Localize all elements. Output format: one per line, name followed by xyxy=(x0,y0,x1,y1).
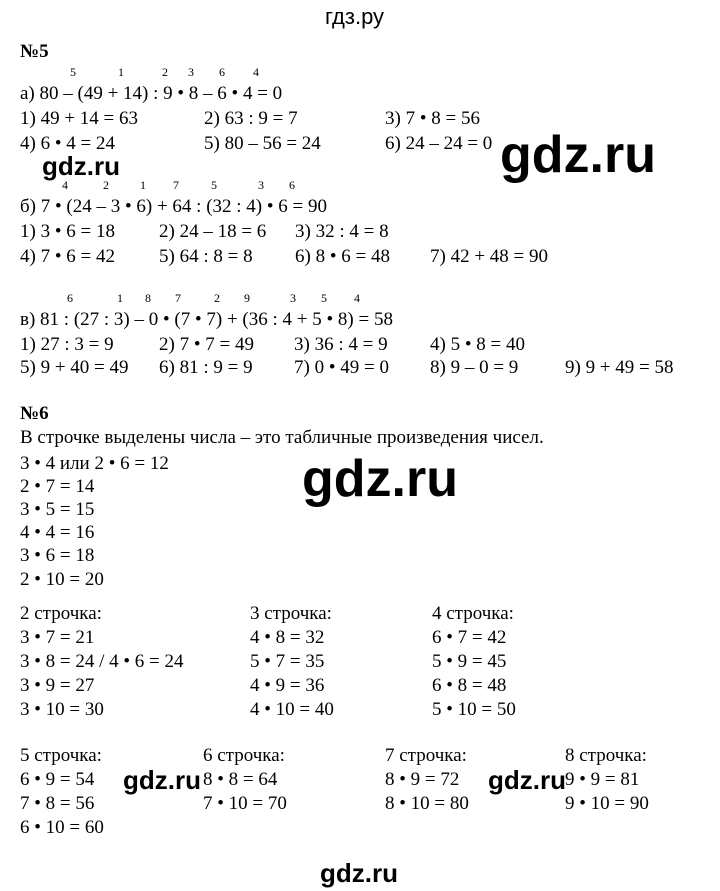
step: 4) 6 • 4 = 24 xyxy=(20,133,115,154)
task6-intro: В строчке выделены числа – это табличные произведения чисел. xyxy=(20,427,544,448)
product-line: 8 • 8 = 64 xyxy=(203,769,278,790)
order-number: 7 xyxy=(175,291,181,305)
step: 3) 7 • 8 = 56 xyxy=(385,108,480,129)
product-line: 3 • 4 или 2 • 6 = 12 xyxy=(20,453,169,474)
group-title: 2 строчка: xyxy=(20,603,102,624)
step: 7) 0 • 49 = 0 xyxy=(294,357,389,378)
group-title: 4 строчка: xyxy=(432,603,514,624)
step: 4) 5 • 8 = 40 xyxy=(430,334,525,355)
order-number: 4 xyxy=(62,178,68,192)
order-number: 9 xyxy=(244,291,250,305)
step: 9) 9 + 49 = 58 xyxy=(565,357,674,378)
product-line: 5 • 10 = 50 xyxy=(432,699,516,720)
order-number: 5 xyxy=(321,291,327,305)
product-line: 5 • 9 = 45 xyxy=(432,651,507,672)
watermark: gdz.ru xyxy=(320,858,398,888)
product-line: 5 • 7 = 35 xyxy=(250,651,325,672)
watermark: gdz.ru xyxy=(302,450,458,508)
order-number: 5 xyxy=(70,65,76,79)
step: 7) 42 + 48 = 90 xyxy=(430,246,549,267)
step: 5) 80 – 56 = 24 xyxy=(204,133,321,154)
order-number: 3 xyxy=(290,291,296,305)
step: 2) 7 • 7 = 49 xyxy=(159,334,254,355)
step: 8) 9 – 0 = 9 xyxy=(430,357,519,378)
product-line: 8 • 9 = 72 xyxy=(385,769,460,790)
product-line: 4 • 10 = 40 xyxy=(250,699,334,720)
task6-title: №6 xyxy=(20,403,49,424)
step: 5) 9 + 40 = 49 xyxy=(20,357,129,378)
step: 1) 27 : 3 = 9 xyxy=(20,334,114,355)
order-number: 6 xyxy=(289,178,295,192)
order-number: 7 xyxy=(173,178,179,192)
step: 6) 24 – 24 = 0 xyxy=(385,133,493,154)
product-line: 8 • 10 = 80 xyxy=(385,793,469,814)
watermark: gdz.ru xyxy=(488,765,566,795)
group-title: 7 строчка: xyxy=(385,745,467,766)
step: 2) 24 – 18 = 6 xyxy=(159,221,267,242)
step: 4) 7 • 6 = 42 xyxy=(20,246,115,267)
order-number: 6 xyxy=(219,65,225,79)
product-line: 6 • 8 = 48 xyxy=(432,675,507,696)
expression-b: б) 7 • (24 – 3 • 6) + 64 : (32 : 4) • 6 = 90 xyxy=(20,196,327,217)
product-line: 7 • 10 = 70 xyxy=(203,793,287,814)
site-header: гдз.ру xyxy=(325,4,385,29)
order-number: 4 xyxy=(253,65,259,79)
step: 6) 81 : 9 = 9 xyxy=(159,357,253,378)
task5-title: №5 xyxy=(20,41,49,62)
group-title: 3 строчка: xyxy=(250,603,332,624)
product-line: 2 • 10 = 20 xyxy=(20,569,104,590)
step: 1) 49 + 14 = 63 xyxy=(20,108,139,129)
step: 5) 64 : 8 = 8 xyxy=(159,246,253,267)
order-number: 3 xyxy=(258,178,264,192)
watermark: gdz.ru xyxy=(500,126,656,184)
order-number: 2 xyxy=(103,178,109,192)
step: 6) 8 • 6 = 48 xyxy=(295,246,390,267)
watermark: gdz.ru xyxy=(42,151,120,181)
product-line: 4 • 8 = 32 xyxy=(250,627,325,648)
step: 3) 32 : 4 = 8 xyxy=(295,221,389,242)
group-title: 5 строчка: xyxy=(20,745,102,766)
product-line: 6 • 10 = 60 xyxy=(20,817,104,838)
product-line: 9 • 9 = 81 xyxy=(565,769,640,790)
product-line: 3 • 10 = 30 xyxy=(20,699,104,720)
product-line: 4 • 9 = 36 xyxy=(250,675,325,696)
order-number: 4 xyxy=(354,291,360,305)
order-number: 3 xyxy=(188,65,194,79)
order-number: 8 xyxy=(145,291,151,305)
order-number: 6 xyxy=(67,291,73,305)
order-number: 2 xyxy=(162,65,168,79)
step: 3) 36 : 4 = 9 xyxy=(294,334,388,355)
product-line: 7 • 8 = 56 xyxy=(20,793,95,814)
product-line: 6 • 9 = 54 xyxy=(20,769,95,790)
watermark: gdz.ru xyxy=(123,765,201,795)
step: 2) 63 : 9 = 7 xyxy=(204,108,298,129)
product-line: 3 • 5 = 15 xyxy=(20,499,95,520)
group-title: 8 строчка: xyxy=(565,745,647,766)
order-number: 5 xyxy=(211,178,217,192)
order-number: 1 xyxy=(117,291,123,305)
expression-v: в) 81 : (27 : 3) – 0 • (7 • 7) + (36 : 4 + 5 • 8) = 58 xyxy=(20,309,393,330)
product-line: 3 • 6 = 18 xyxy=(20,545,95,566)
product-line: 2 • 7 = 14 xyxy=(20,476,95,497)
product-line: 3 • 9 = 27 xyxy=(20,675,95,696)
product-line: 6 • 7 = 42 xyxy=(432,627,507,648)
order-number: 2 xyxy=(214,291,220,305)
product-line: 4 • 4 = 16 xyxy=(20,522,95,543)
product-line: 3 • 7 = 21 xyxy=(20,627,95,648)
product-line: 3 • 8 = 24 / 4 • 6 = 24 xyxy=(20,651,184,672)
order-number: 1 xyxy=(140,178,146,192)
product-line: 9 • 10 = 90 xyxy=(565,793,649,814)
order-number: 1 xyxy=(118,65,124,79)
expression-a: а) 80 – (49 + 14) : 9 • 8 – 6 • 4 = 0 xyxy=(20,83,283,104)
group-title: 6 строчка: xyxy=(203,745,285,766)
step: 1) 3 • 6 = 18 xyxy=(20,221,115,242)
